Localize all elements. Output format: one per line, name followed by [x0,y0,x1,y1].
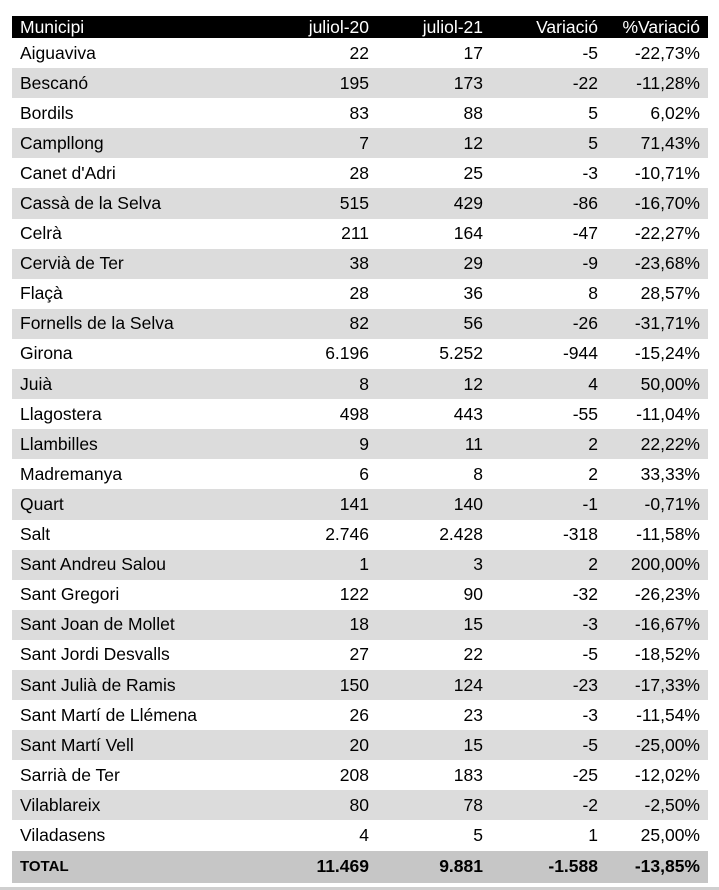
juliol-21-cell: 56 [463,313,483,334]
juliol-20-cell: 26 [349,704,369,725]
juliol-20-cell: 1 [359,554,369,575]
municipi-cell: Sant Joan de Mollet [20,614,175,635]
table-row [12,550,708,580]
juliol-21-cell: 29 [463,253,483,274]
variacio-cell: -5 [582,734,598,755]
percent-variacio-cell: 200,00% [630,554,700,575]
table-row [12,760,708,790]
table-row [12,700,708,730]
total-percent-variacio: -13,85% [634,856,700,877]
juliol-21-cell: 12 [463,132,483,153]
juliol-20-cell: 18 [349,614,369,635]
percent-variacio-cell: -22,73% [634,42,700,63]
municipi-cell: Fornells de la Selva [20,313,174,334]
table-row [12,640,708,670]
table-row [12,279,708,309]
percent-variacio-cell: 22,22% [640,433,700,454]
table-row [12,249,708,279]
data-table [12,16,708,883]
percent-variacio-cell: -11,58% [636,524,700,545]
juliol-20-cell: 83 [349,102,369,123]
municipi-cell: Campllong [20,132,104,153]
table-row [12,98,708,128]
table-row [12,128,708,158]
variacio-cell: 2 [588,554,598,575]
percent-variacio-cell: -15,24% [634,343,700,364]
juliol-20-cell: 82 [349,313,369,334]
juliol-20-cell: 7 [359,132,369,153]
municipi-cell: Cassà de la Selva [20,193,162,214]
percent-variacio-cell: -22,27% [634,223,700,244]
juliol-21-cell: 36 [463,283,483,304]
municipi-cell: Girona [20,343,73,364]
table-row [12,790,708,820]
variacio-cell: -3 [582,704,598,725]
juliol-20-cell: 9 [359,433,369,454]
variacio-cell: 2 [588,433,598,454]
municipi-cell: Sant Andreu Salou [20,554,166,575]
variacio-cell: 8 [588,283,598,304]
variacio-cell: -5 [582,42,598,63]
municipi-cell: Sarrià de Ter [20,764,120,785]
juliol-20-cell: 28 [349,162,369,183]
total-juliol-21: 9.881 [439,856,483,877]
header-municipi: Municipi [20,16,85,37]
variacio-cell: -26 [572,313,598,334]
table-row [12,309,708,339]
percent-variacio-cell: -18,52% [634,644,700,665]
juliol-20-cell: 6.196 [325,343,369,364]
juliol-20-cell: 6 [359,463,369,484]
juliol-21-cell: 140 [453,493,483,514]
variacio-cell: -1 [582,493,598,514]
juliol-21-cell: 12 [463,373,483,394]
municipi-cell: Llagostera [20,403,102,424]
juliol-20-cell: 38 [349,253,369,274]
juliol-20-cell: 28 [349,283,369,304]
municipi-cell: Aiguaviva [20,42,96,63]
table-row [12,820,708,850]
table-body [12,38,708,851]
header-juliol-21: juliol-21 [422,16,483,37]
percent-variacio-cell: -23,68% [634,253,700,274]
municipi-cell: Bordils [20,102,74,123]
table-row [12,610,708,640]
variacio-cell: -86 [572,193,598,214]
juliol-20-cell: 150 [339,674,369,695]
percent-variacio-cell: -16,70% [634,193,700,214]
percent-variacio-cell: -11,04% [636,403,700,424]
table-row [12,520,708,550]
percent-variacio-cell: 33,33% [640,463,700,484]
variacio-cell: -944 [562,343,598,364]
juliol-21-cell: 78 [463,794,483,815]
juliol-21-cell: 15 [463,734,483,755]
table-row [12,399,708,429]
table-row [12,459,708,489]
juliol-21-cell: 173 [453,72,483,93]
municipi-cell: Sant Martí Vell [20,734,134,755]
juliol-21-cell: 429 [453,193,483,214]
juliol-21-cell: 3 [473,554,483,575]
juliol-20-cell: 211 [341,223,369,244]
percent-variacio-cell: -10,71% [634,162,700,183]
juliol-20-cell: 122 [339,584,369,605]
juliol-21-cell: 5 [473,824,483,845]
percent-variacio-cell: -11,28% [636,72,700,93]
municipi-cell: Flaçà [20,283,63,304]
header-variacio: Variació [536,16,598,37]
table-row [12,580,708,610]
table-row [12,38,708,68]
juliol-21-cell: 124 [453,674,483,695]
percent-variacio-cell: 71,43% [640,132,700,153]
municipi-cell: Sant Julià de Ramis [20,674,176,695]
table-total-row [12,851,708,883]
variacio-cell: 5 [588,132,598,153]
variacio-cell: -9 [582,253,598,274]
variacio-cell: -32 [572,584,598,605]
total-label: TOTAL [20,858,69,876]
municipi-cell: Celrà [20,223,62,244]
table-row [12,670,708,700]
table-row [12,219,708,249]
percent-variacio-cell: -12,02% [634,764,700,785]
municipi-cell: Madremanya [20,463,123,484]
municipi-cell: Quart [20,493,64,514]
juliol-20-cell: 208 [339,764,369,785]
percent-variacio-cell: -25,00% [634,734,700,755]
variacio-cell: -2 [582,794,598,815]
juliol-20-cell: 80 [349,794,369,815]
juliol-20-cell: 22 [349,42,369,63]
header-juliol-20: juliol-20 [308,16,369,37]
juliol-20-cell: 20 [349,734,369,755]
juliol-21-cell: 164 [453,223,483,244]
juliol-21-cell: 88 [463,102,483,123]
juliol-21-cell: 90 [463,584,483,605]
percent-variacio-cell: -17,33% [634,674,700,695]
percent-variacio-cell: -26,23% [634,584,700,605]
variacio-cell: -55 [572,403,598,424]
variacio-cell: -3 [582,162,598,183]
municipi-cell: Bescanó [20,72,89,93]
table-row [12,68,708,98]
table-row [12,339,708,369]
juliol-20-cell: 27 [349,644,369,665]
juliol-21-cell: 25 [463,162,483,183]
juliol-20-cell: 4 [359,824,369,845]
variacio-cell: -25 [572,764,598,785]
variacio-cell: -318 [562,524,598,545]
percent-variacio-cell: 25,00% [640,824,700,845]
total-juliol-20: 11.469 [316,856,369,877]
percent-variacio-cell: -11,54% [636,704,700,725]
variacio-cell: 5 [588,102,598,123]
municipi-cell: Juià [20,373,53,394]
table-row [12,188,708,218]
juliol-21-cell: 22 [463,644,483,665]
percent-variacio-cell: -31,71% [634,313,700,334]
municipi-cell: Canet d'Adri [20,162,116,183]
juliol-20-cell: 2.746 [325,524,369,545]
table-header-row [12,16,708,38]
total-variacio: -1.588 [548,856,598,877]
juliol-20-cell: 141 [339,493,369,514]
variacio-cell: 2 [588,463,598,484]
municipi-cell: Salt [20,524,51,545]
percent-variacio-cell: 28,57% [640,283,700,304]
municipi-cell: Viladasens [20,824,106,845]
juliol-21-cell: 23 [463,704,483,725]
table-row [12,730,708,760]
municipi-cell: Sant Jordi Desvalls [20,644,170,665]
variacio-cell: -22 [572,72,598,93]
municipi-cell: Vilablareix [20,794,101,815]
juliol-20-cell: 498 [339,403,369,424]
juliol-21-cell: 8 [473,463,483,484]
header-percent-variacio: %Variació [622,16,700,37]
variacio-cell: -23 [572,674,598,695]
juliol-20-cell: 8 [359,373,369,394]
variacio-cell: -47 [572,223,598,244]
juliol-21-cell: 17 [463,42,483,63]
table-row [12,489,708,519]
juliol-21-cell: 5.252 [439,343,483,364]
variacio-cell: -3 [582,614,598,635]
variacio-cell: 4 [588,373,598,394]
percent-variacio-cell: -0,71% [644,493,700,514]
juliol-20-cell: 515 [339,193,369,214]
juliol-20-cell: 195 [339,72,369,93]
juliol-21-cell: 11 [464,433,483,454]
juliol-21-cell: 183 [453,764,483,785]
percent-variacio-cell: -2,50% [644,794,700,815]
variacio-cell: 1 [588,824,598,845]
municipi-cell: Cervià de Ter [20,253,124,274]
municipi-cell: Llambilles [20,433,98,454]
table-row [12,158,708,188]
percent-variacio-cell: 50,00% [640,373,700,394]
juliol-21-cell: 15 [463,614,483,635]
percent-variacio-cell: 6,02% [650,102,700,123]
percent-variacio-cell: -16,67% [634,614,700,635]
table-row [12,369,708,399]
table-row [12,429,708,459]
juliol-21-cell: 2.428 [439,524,483,545]
municipi-cell: Sant Martí de Llémena [20,704,198,725]
variacio-cell: -5 [582,644,598,665]
juliol-21-cell: 443 [453,403,483,424]
municipi-cell: Sant Gregori [20,584,120,605]
